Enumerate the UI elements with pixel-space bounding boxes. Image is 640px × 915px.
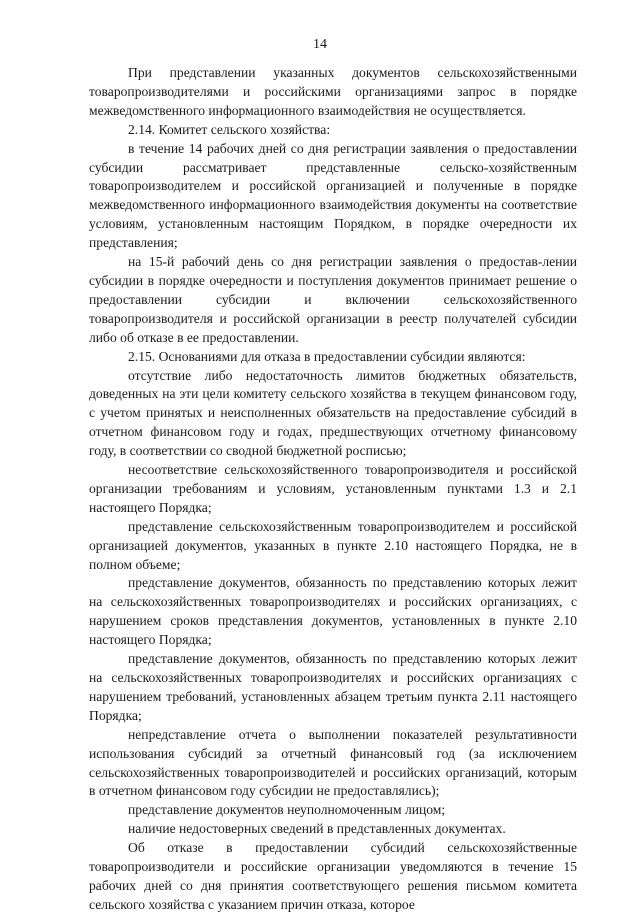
page-number: 14 <box>313 37 327 52</box>
paragraph: отсутствие либо недостаточность лимитов бюджетных обязательств, доведенных на эти цели комитету сельского хозяйства в текущем финансовом году, с учетом принятых и неисполненных обязательств на предоставление субсидий в отчетном финансовом году и годах, предшествующих отчетному финансовому году, в соответствии со сводной бюджетной росписью; <box>89 367 577 459</box>
paragraph: 2.14. Комитет сельского хозяйства: <box>128 121 331 137</box>
document-body <box>89 64 577 915</box>
paragraph: непредставление отчета о выполнении показателей результативности использования субсидий за отчетный финансовый год (за исключением сельскохозяйственных товаропроизводителей и российских организаций, которым в отчетном финансовом году субсидии не предоставлялись); <box>89 726 577 799</box>
paragraph: в течение 14 рабочих дней со дня регистрации заявления о предоставлении субсидии рассматривает представленные сельско-хозяйственным товаропроизводителем и российской организацией и полученные в порядке межведомственного информационного взаимодействия документы на соответствие условиям, установленным настоящим Порядком, в порядке очередности их представления; <box>89 140 577 251</box>
paragraph: При представлении указанных документов сельскохозяйственными товаропроизводителями и российскими организациями запрос в порядке межведомственного информационного взаимодействия не осуществляется. <box>89 65 577 118</box>
paragraph: представление документов, обязанность по представлению которых лежит на сельскохозяйственных товаропроизводителях и российских организациях, с нарушением сроков представления документов, установленных в пункте 2.10 настоящего Порядка; <box>89 575 577 648</box>
paragraph: 2.15. Основаниями для отказа в предоставлении субсидии являются: <box>128 348 526 364</box>
paragraph: несоответствие сельскохозяйственного товаропроизводителя и российской организации требованиям и условиям, установленным пунктами 1.3 и 2.1 настоящего Порядка; <box>89 462 577 515</box>
paragraph: наличие недостоверных сведений в представленных документах. <box>128 821 506 837</box>
paragraph: представление сельскохозяйственным товаропроизводителем и российской организацией документов, указанных в пункте 2.10 настоящего Порядка, не в полном объеме; <box>89 518 577 572</box>
paragraph: на 15-й рабочий день со дня регистрации заявления о предостав-лении субсидии в порядке очередности и поступления документов принимает решение о предоставлении субсидии и включении сельскохозяйственного товаропроизводителя и российской организации в реестр получателей субсидии либо об отказе в ее предоставлении. <box>89 254 577 345</box>
paragraph: Об отказе в предоставлении субсидий сельскохозяйственные товаропроизводители и российские организации уведомляются в течение 15 рабочих дней со дня принятия соответствующего решения письмом комитета сельского хозяйства с указанием причин отказа, которое <box>89 840 577 912</box>
paragraph: представление документов, обязанность по представлению которых лежит на сельскохозяйственных товаропроизводителях и российских организациях с нарушением требований, установленных абзацем третьим пункта 2.11 настоящего Порядка; <box>89 651 577 723</box>
paragraph: представление документов неуполномоченным лицом; <box>128 802 446 818</box>
